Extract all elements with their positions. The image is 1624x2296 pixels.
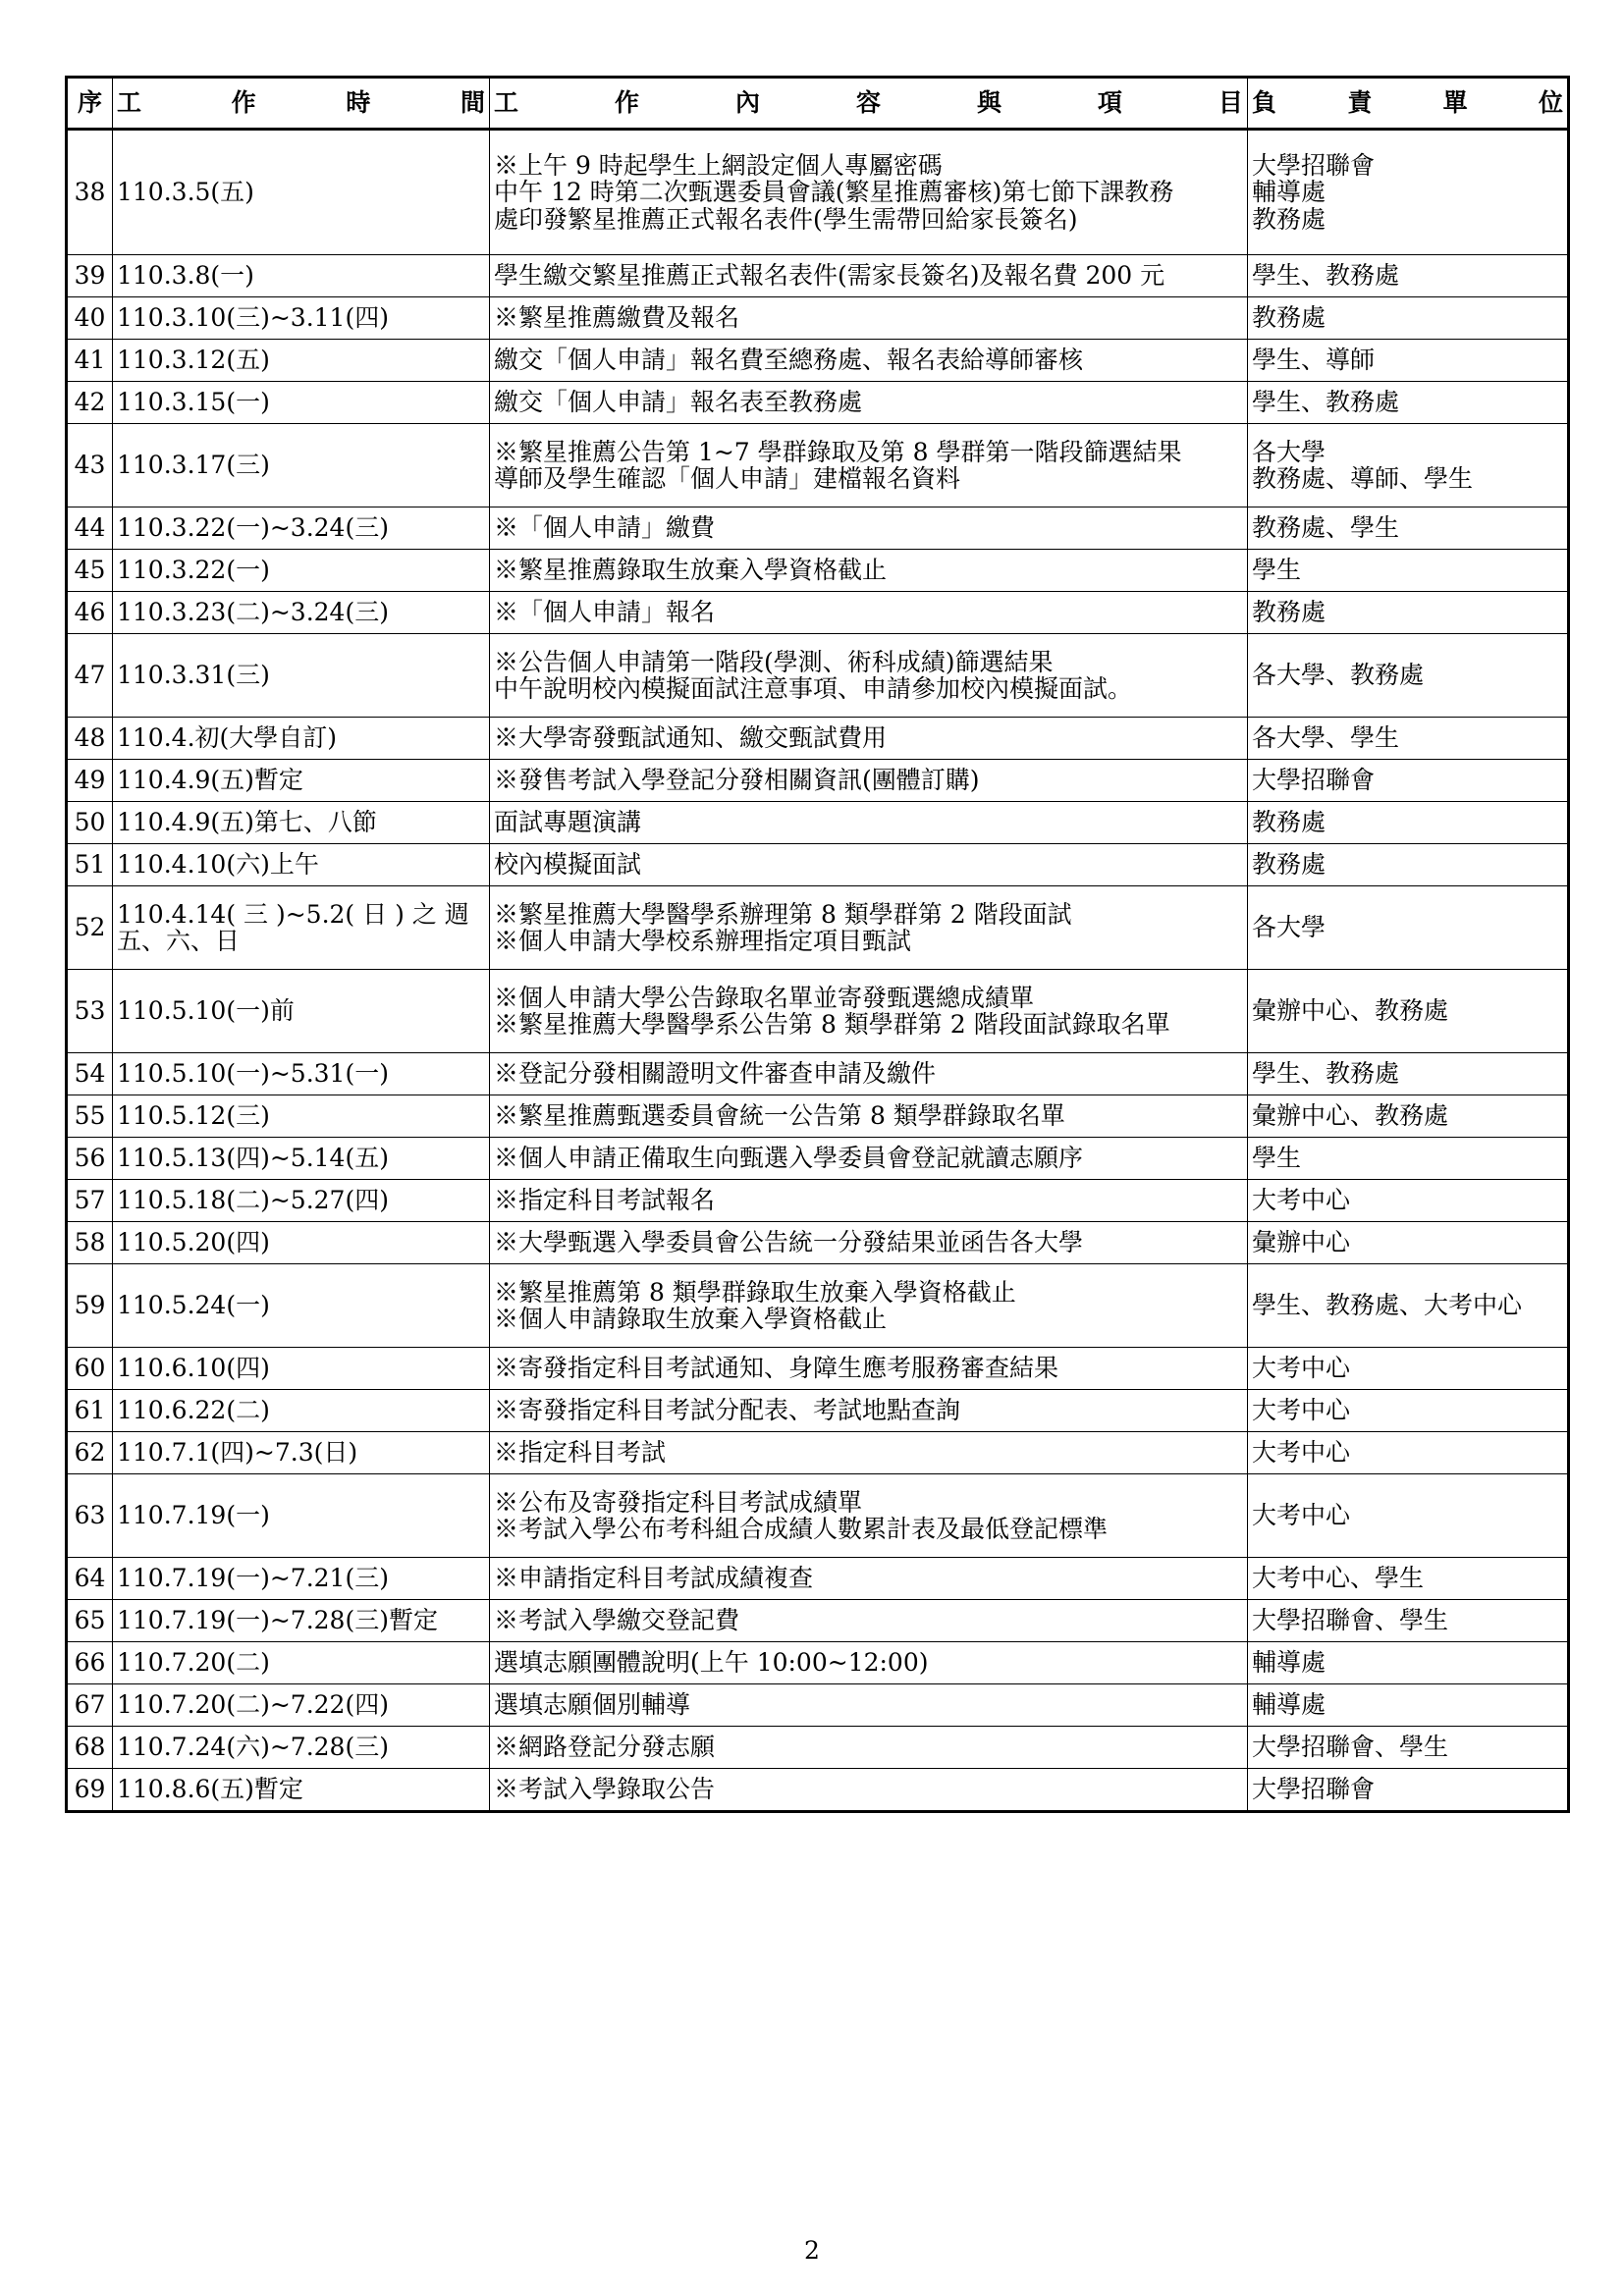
table-row	[67, 1642, 1569, 1684]
work-time: 110.5.10(一)~5.31(一)	[113, 1053, 490, 1095]
row-number: 61	[67, 1390, 113, 1432]
work-content	[490, 760, 1248, 802]
row-number: 66	[67, 1642, 113, 1684]
work-time: 110.3.15(一)	[113, 382, 490, 424]
row-number: 59	[67, 1264, 113, 1348]
table-row	[67, 340, 1569, 382]
responsible-unit-line: 學生、導師	[1252, 346, 1376, 375]
work-content-line: ※指定科目考試	[494, 1438, 667, 1468]
work-time: 110.6.22(二)	[113, 1390, 490, 1432]
work-content	[490, 550, 1248, 592]
header-time	[113, 78, 490, 130]
responsible-unit-line: 大考中心	[1252, 1186, 1351, 1215]
responsible-unit	[1248, 802, 1569, 844]
responsible-unit	[1248, 1348, 1569, 1390]
work-content-line: ※繁星推薦甄選委員會統一公告第 8 類學群錄取名單	[494, 1101, 1065, 1131]
responsible-unit	[1248, 550, 1569, 592]
work-content-line: 中午 12 時第二次甄選委員會議(繁星推薦審核)第七節下課教務	[494, 178, 1174, 207]
work-content-line: ※個人申請大學公告錄取名單並寄發甄選總成績單	[494, 983, 1035, 1012]
responsible-unit-line: 大考中心	[1252, 1354, 1351, 1383]
row-number: 47	[67, 634, 113, 718]
responsible-unit	[1248, 340, 1569, 382]
responsible-unit-line: 大學招聯會	[1252, 766, 1376, 795]
work-time: 110.7.24(六)~7.28(三)	[113, 1727, 490, 1769]
responsible-unit-line: 輔導處	[1252, 1648, 1326, 1678]
table-row	[67, 130, 1569, 255]
header-content-char: 項	[1097, 88, 1122, 118]
responsible-unit	[1248, 1264, 1569, 1348]
work-content	[490, 802, 1248, 844]
row-number: 68	[67, 1727, 113, 1769]
work-content-line: ※繁星推薦繳費及報名	[494, 303, 740, 333]
responsible-unit	[1248, 844, 1569, 886]
work-content-line: ※公告個人申請第一階段(學測、術科成績)篩選結果	[494, 647, 1054, 676]
responsible-unit-line: 教務處	[1252, 204, 1326, 234]
header-content-char: 作	[614, 88, 639, 118]
header-content-char: 與	[976, 88, 1001, 118]
work-content	[490, 1053, 1248, 1095]
header-unit-char: 負	[1252, 88, 1277, 118]
work-time: 110.7.20(二)~7.22(四)	[113, 1684, 490, 1727]
row-number: 53	[67, 970, 113, 1053]
work-content-line: ※「個人申請」報名	[494, 598, 716, 627]
table-row	[67, 550, 1569, 592]
work-content	[490, 1390, 1248, 1432]
responsible-unit-line: 教務處	[1252, 850, 1326, 880]
work-content	[490, 886, 1248, 970]
work-content-line: ※寄發指定科目考試通知、身障生應考服務審查結果	[494, 1354, 1059, 1383]
work-time: 110.3.12(五)	[113, 340, 490, 382]
work-content	[490, 970, 1248, 1053]
work-time: 110.5.20(四)	[113, 1222, 490, 1264]
work-content-line: ※個人申請大學校系辦理指定項目甄試	[494, 927, 912, 955]
responsible-unit-line: 各大學、學生	[1252, 723, 1400, 753]
row-number: 49	[67, 760, 113, 802]
work-content-line: ※考試入學繳交登記費	[494, 1606, 740, 1635]
responsible-unit-line: 學生、教務處	[1252, 1059, 1400, 1089]
responsible-unit-line: 大學招聯會、學生	[1252, 1733, 1449, 1762]
work-time: 110.4.9(五)暫定	[113, 760, 490, 802]
row-number: 38	[67, 130, 113, 255]
header-content-char: 工	[494, 88, 519, 118]
work-content	[490, 1432, 1248, 1474]
schedule-table	[65, 76, 1570, 1813]
responsible-unit-line: 學生	[1252, 556, 1302, 585]
table-row	[67, 844, 1569, 886]
work-time: 110.3.22(一)	[113, 550, 490, 592]
work-content	[490, 1600, 1248, 1642]
work-content	[490, 1222, 1248, 1264]
work-content-line: ※繁星推薦大學醫學系公告第 8 類學群第 2 階段面試錄取名單	[494, 1010, 1170, 1039]
responsible-unit	[1248, 886, 1569, 970]
row-number: 56	[67, 1138, 113, 1180]
work-time: 110.3.23(二)~3.24(三)	[113, 592, 490, 634]
responsible-unit	[1248, 1432, 1569, 1474]
row-number: 63	[67, 1474, 113, 1558]
work-content	[490, 130, 1248, 255]
work-content-line: ※網路登記分發志願	[494, 1733, 716, 1762]
row-number: 67	[67, 1684, 113, 1727]
responsible-unit	[1248, 1558, 1569, 1600]
work-content-line: ※考試入學錄取公告	[494, 1775, 716, 1804]
header-content	[490, 78, 1248, 130]
table-row	[67, 1684, 1569, 1727]
row-number: 50	[67, 802, 113, 844]
work-content-line: ※登記分發相關證明文件審查申請及繳件	[494, 1059, 937, 1089]
responsible-unit	[1248, 1180, 1569, 1222]
table-row	[67, 1222, 1569, 1264]
work-content	[490, 507, 1248, 550]
work-content	[490, 1642, 1248, 1684]
header-time-char: 作	[231, 88, 256, 118]
row-number: 43	[67, 424, 113, 507]
responsible-unit	[1248, 255, 1569, 297]
responsible-unit-line: 學生、教務處	[1252, 261, 1400, 291]
row-number: 48	[67, 718, 113, 760]
work-time: 110.5.12(三)	[113, 1095, 490, 1138]
header-unit-char: 位	[1538, 88, 1563, 118]
responsible-unit	[1248, 592, 1569, 634]
responsible-unit-line: 大考中心	[1252, 1438, 1351, 1468]
work-time: 110.4.9(五)第七、八節	[113, 802, 490, 844]
table-row	[67, 1180, 1569, 1222]
work-content	[490, 592, 1248, 634]
work-content	[490, 382, 1248, 424]
work-time: 110.5.18(二)~5.27(四)	[113, 1180, 490, 1222]
table-row	[67, 1558, 1569, 1600]
responsible-unit	[1248, 634, 1569, 718]
header-content-char: 容	[855, 88, 881, 118]
work-content	[490, 1138, 1248, 1180]
table-row	[67, 1138, 1569, 1180]
table-row	[67, 1053, 1569, 1095]
table-row	[67, 507, 1569, 550]
work-content-line: 面試專題演講	[494, 808, 642, 837]
work-content-line: ※公布及寄發指定科目考試成績單	[494, 1487, 863, 1517]
row-number: 62	[67, 1432, 113, 1474]
work-content	[490, 297, 1248, 340]
table-row	[67, 1264, 1569, 1348]
responsible-unit	[1248, 1053, 1569, 1095]
work-content	[490, 255, 1248, 297]
work-content-line: ※個人申請正備取生向甄選入學委員會登記就讀志願序	[494, 1144, 1084, 1173]
responsible-unit	[1248, 507, 1569, 550]
responsible-unit-line: 各大學	[1252, 913, 1326, 942]
table-row	[67, 382, 1569, 424]
responsible-unit-line: 大考中心、學生	[1252, 1564, 1425, 1593]
responsible-unit-line: 教務處	[1252, 808, 1326, 837]
responsible-unit	[1248, 1474, 1569, 1558]
responsible-unit	[1248, 1684, 1569, 1727]
table-row	[67, 1769, 1569, 1812]
work-time: 110.3.22(一)~3.24(三)	[113, 507, 490, 550]
work-content-line: ※個人申請錄取生放棄入學資格截止	[494, 1305, 888, 1333]
work-content	[490, 1769, 1248, 1812]
table-header-row	[67, 78, 1569, 130]
responsible-unit-line: 彙辦中心	[1252, 1228, 1351, 1257]
table-row	[67, 970, 1569, 1053]
responsible-unit-line: 學生、教務處、大考中心	[1252, 1291, 1523, 1320]
table-row	[67, 718, 1569, 760]
work-time: 110.7.19(一)	[113, 1474, 490, 1558]
work-content-line: 選填志願個別輔導	[494, 1690, 691, 1720]
work-content-line: ※上午 9 時起學生上網設定個人專屬密碼	[494, 150, 943, 180]
header-content-char: 目	[1218, 88, 1243, 118]
responsible-unit	[1248, 1138, 1569, 1180]
responsible-unit	[1248, 1390, 1569, 1432]
table-row	[67, 255, 1569, 297]
table-body	[67, 130, 1569, 1812]
work-content	[490, 844, 1248, 886]
responsible-unit	[1248, 1769, 1569, 1812]
work-content-line: 繳交「個人申請」報名費至總務處、報名表給導師審核	[494, 346, 1084, 375]
work-time: 110.3.10(三)~3.11(四)	[113, 297, 490, 340]
work-time: 110.7.20(二)	[113, 1642, 490, 1684]
work-content	[490, 1684, 1248, 1727]
row-number: 51	[67, 844, 113, 886]
responsible-unit-line: 學生、教務處	[1252, 388, 1400, 417]
responsible-unit	[1248, 1600, 1569, 1642]
table-row	[67, 592, 1569, 634]
responsible-unit-line: 輔導處	[1252, 178, 1326, 207]
table-row	[67, 1390, 1569, 1432]
responsible-unit	[1248, 424, 1569, 507]
work-content	[490, 1727, 1248, 1769]
table-row	[67, 297, 1569, 340]
responsible-unit	[1248, 1095, 1569, 1138]
responsible-unit-line: 各大學	[1252, 437, 1326, 466]
header-content-char: 內	[734, 88, 760, 118]
work-content-line: ※繁星推薦公告第 1~7 學群錄取及第 8 學群第一階段篩選結果	[494, 437, 1182, 466]
work-content-line: ※「個人申請」繳費	[494, 513, 716, 543]
header-time-char: 間	[460, 88, 485, 118]
responsible-unit	[1248, 382, 1569, 424]
work-time: 110.3.8(一)	[113, 255, 490, 297]
work-time: 110.7.1(四)~7.3(日)	[113, 1432, 490, 1474]
row-number: 64	[67, 1558, 113, 1600]
work-content-line: ※寄發指定科目考試分配表、考試地點查詢	[494, 1396, 961, 1425]
work-time: 110.4.10(六)上午	[113, 844, 490, 886]
table-row	[67, 802, 1569, 844]
work-content	[490, 1264, 1248, 1348]
work-content-line: ※繁星推薦第 8 類學群錄取生放棄入學資格截止	[494, 1277, 1016, 1307]
row-number: 44	[67, 507, 113, 550]
table-row	[67, 1348, 1569, 1390]
work-time: 110.5.13(四)~5.14(五)	[113, 1138, 490, 1180]
responsible-unit-line: 彙辦中心、教務處	[1252, 1101, 1449, 1131]
work-content	[490, 340, 1248, 382]
responsible-unit-line: 大考中心	[1252, 1396, 1351, 1425]
table-row	[67, 1432, 1569, 1474]
work-time: 110.4.14( 三 )~5.2( 日 ) 之 週五、六、日	[113, 886, 490, 970]
work-content	[490, 1095, 1248, 1138]
work-content-line: ※大學寄發甄試通知、繳交甄試費用	[494, 723, 888, 753]
responsible-unit-line: 教務處、學生	[1252, 513, 1400, 543]
work-time: 110.5.10(一)前	[113, 970, 490, 1053]
work-content-line: 處印發繁星推薦正式報名表件(學生需帶回給家長簽名)	[494, 204, 1078, 234]
responsible-unit	[1248, 130, 1569, 255]
row-number: 69	[67, 1769, 113, 1812]
work-time: 110.4.初(大學自訂)	[113, 718, 490, 760]
table-row	[67, 634, 1569, 718]
row-number: 45	[67, 550, 113, 592]
row-number: 40	[67, 297, 113, 340]
row-number: 58	[67, 1222, 113, 1264]
work-time: 110.3.5(五)	[113, 130, 490, 255]
row-number: 54	[67, 1053, 113, 1095]
table-row	[67, 1474, 1569, 1558]
table-row	[67, 424, 1569, 507]
work-content-line: ※繁星推薦錄取生放棄入學資格截止	[494, 556, 888, 585]
work-content-line: ※大學甄選入學委員會公告統一分發結果並函告各大學	[494, 1228, 1084, 1257]
work-content	[490, 424, 1248, 507]
work-content-line: ※指定科目考試報名	[494, 1186, 716, 1215]
work-content	[490, 1474, 1248, 1558]
work-content-line: 導師及學生確認「個人申請」建檔報名資料	[494, 464, 961, 493]
responsible-unit-line: 大學招聯會	[1252, 150, 1376, 180]
work-content-line: ※申請指定科目考試成績複查	[494, 1564, 814, 1593]
work-time: 110.8.6(五)暫定	[113, 1769, 490, 1812]
header-time-char: 工	[117, 88, 142, 118]
work-content-line: 中午說明校內模擬面試注意事項、申請參加校內模擬面試。	[494, 674, 1133, 703]
row-number: 57	[67, 1180, 113, 1222]
work-content	[490, 1180, 1248, 1222]
work-time: 110.7.19(一)~7.21(三)	[113, 1558, 490, 1600]
responsible-unit	[1248, 297, 1569, 340]
responsible-unit-line: 輔導處	[1252, 1690, 1326, 1720]
responsible-unit	[1248, 1222, 1569, 1264]
work-time: 110.3.31(三)	[113, 634, 490, 718]
row-number: 46	[67, 592, 113, 634]
header-unit	[1248, 78, 1569, 130]
header-unit-char: 責	[1347, 88, 1373, 118]
header-unit-char: 單	[1442, 88, 1468, 118]
work-content-line: ※發售考試入學登記分發相關資訊(團體訂購)	[494, 766, 980, 795]
row-number: 42	[67, 382, 113, 424]
row-number: 60	[67, 1348, 113, 1390]
responsible-unit-line: 各大學、教務處	[1252, 661, 1425, 690]
work-time: 110.6.10(四)	[113, 1348, 490, 1390]
table-row	[67, 760, 1569, 802]
responsible-unit	[1248, 970, 1569, 1053]
work-content	[490, 1558, 1248, 1600]
work-content-line: ※考試入學公布考科組合成績人數累計表及最低登記標準	[494, 1515, 1109, 1543]
responsible-unit-line: 大學招聯會、學生	[1252, 1606, 1449, 1635]
table-row	[67, 1600, 1569, 1642]
work-time: 110.5.24(一)	[113, 1264, 490, 1348]
work-content-line: 學生繳交繁星推薦正式報名表件(需家長簽名)及報名費 200 元	[494, 261, 1165, 291]
work-time: 110.3.17(三)	[113, 424, 490, 507]
row-number: 55	[67, 1095, 113, 1138]
row-number: 52	[67, 886, 113, 970]
responsible-unit	[1248, 1642, 1569, 1684]
work-content	[490, 634, 1248, 718]
responsible-unit-line: 學生	[1252, 1144, 1302, 1173]
work-time: 110.7.19(一)~7.28(三)暫定	[113, 1600, 490, 1642]
responsible-unit	[1248, 718, 1569, 760]
responsible-unit-line: 教務處、導師、學生	[1252, 464, 1474, 493]
row-number: 65	[67, 1600, 113, 1642]
header-no: 序	[67, 78, 113, 130]
row-number: 41	[67, 340, 113, 382]
header-time-char: 時	[346, 88, 371, 118]
work-content	[490, 718, 1248, 760]
work-content-line: 選填志願團體說明(上午 10:00~12:00)	[494, 1648, 929, 1678]
responsible-unit-line: 彙辦中心、教務處	[1252, 996, 1449, 1026]
work-content-line: ※繁星推薦大學醫學系辦理第 8 類學群第 2 階段面試	[494, 899, 1072, 929]
responsible-unit	[1248, 1727, 1569, 1769]
responsible-unit	[1248, 760, 1569, 802]
work-content	[490, 1348, 1248, 1390]
page-number: 2	[804, 2236, 820, 2265]
responsible-unit-line: 大學招聯會	[1252, 1775, 1376, 1804]
work-content-line: 校內模擬面試	[494, 850, 642, 880]
responsible-unit-line: 教務處	[1252, 303, 1326, 333]
table-row	[67, 1727, 1569, 1769]
responsible-unit-line: 教務處	[1252, 598, 1326, 627]
work-content-line: 繳交「個人申請」報名表至教務處	[494, 388, 863, 417]
table-row	[67, 886, 1569, 970]
table-row	[67, 1095, 1569, 1138]
row-number: 39	[67, 255, 113, 297]
responsible-unit-line: 大考中心	[1252, 1501, 1351, 1530]
